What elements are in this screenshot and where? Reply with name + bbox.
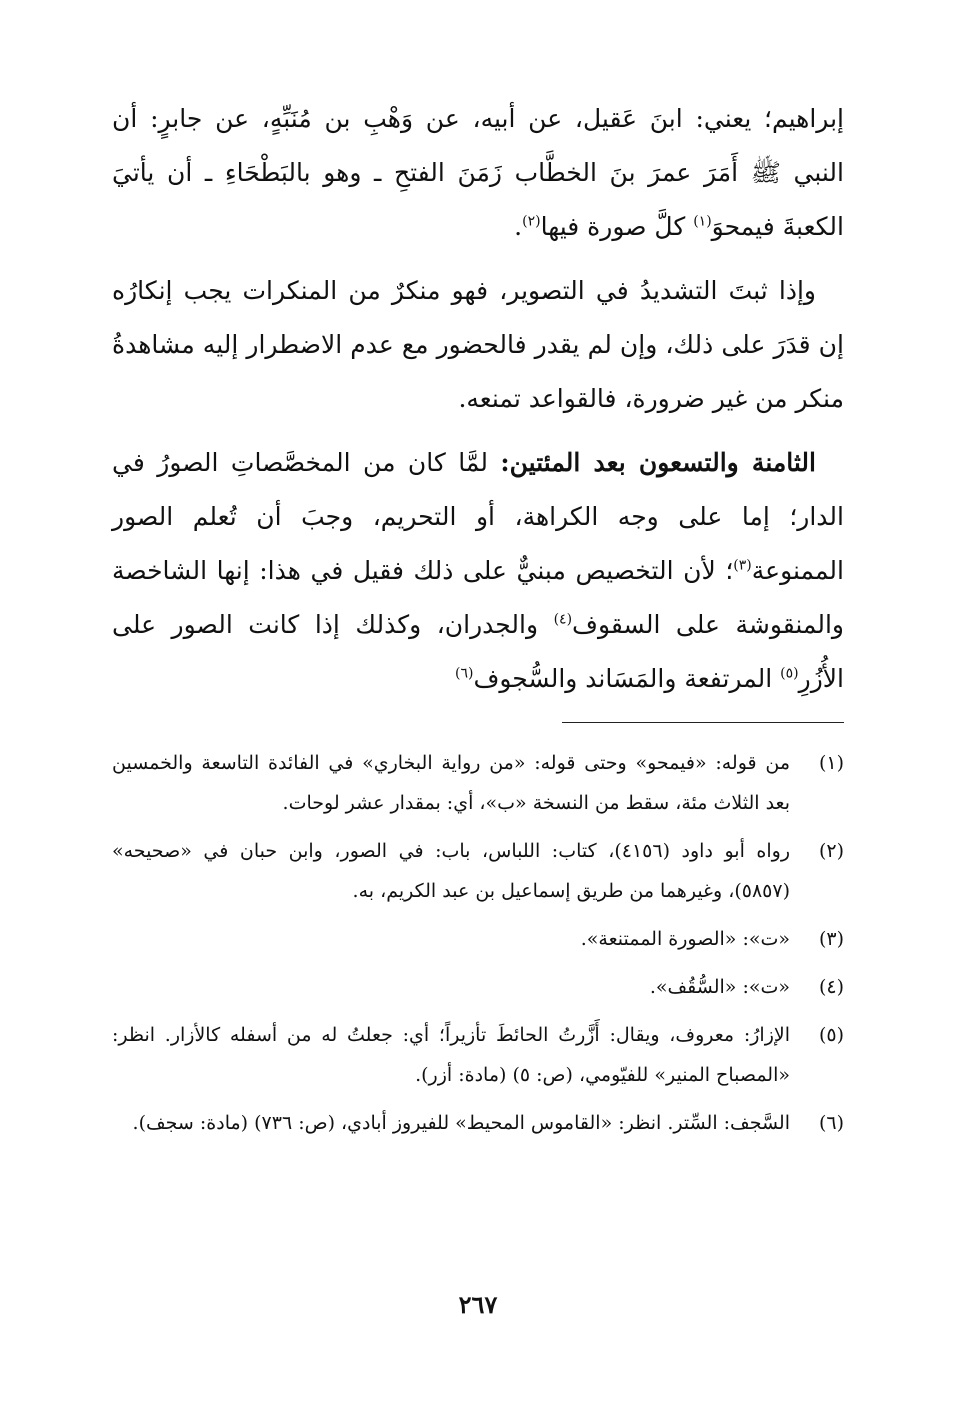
footnote-ref-2: (٢) — [522, 213, 541, 230]
footnote-number: (٣) — [818, 928, 844, 950]
footnote-ref-1: (١) — [693, 213, 712, 230]
footnote-number: (١) — [818, 752, 844, 774]
footnote-text: السَّجف: السِّتر. انظر: «القاموس المحيط» للفيروز أبادي، (ص: ٧٣٦) (مادة: سجف). — [132, 1112, 790, 1134]
main-text — [112, 92, 844, 706]
footnote-ref-4: (٤) — [553, 611, 573, 628]
footnote-text: الإزارُ: معروف، ويقال: أَزَّرتُ الحائطَ تأزيراً؛ أي: جعلتُ له من أسفله كالأزار. انظر: «المصباح المنير» للفيّومي، (ص: ٥) (مادة: أزر). — [112, 1024, 790, 1086]
footnotes-list — [112, 743, 844, 1143]
footnote-ref-6: (٦) — [454, 665, 474, 682]
footnote-text: «ت»: «السُّقُف». — [649, 976, 790, 998]
section-title: الثامنة والتسعون بعد المئتين: — [500, 448, 816, 477]
page-number: ٢٦٧ — [458, 1290, 498, 1319]
paragraph-1-text-a: إبراهيم؛ يعني: ابنَ عَقيل، عن أبيه، عن وَهْبِ بن مُنَبِّهٍ، عن جابرٍ: أن النبي ﷺ أَمَرَ عمرَ بنَ الخطَّاب زَمَنَ الفتحِ ـ وهو بالبَطْحَاءِ ـ أن يأتيَ الكعبةَ فيمحوَ — [112, 104, 844, 241]
paragraph-3-text-b: ؛ لأن التخصيص مبنيٌّ على ذلك فقيل في هذا: إنها الشاخصة والمنقوشة على السقوف — [112, 556, 845, 639]
paragraph-3-text-c: والجدران، وكذلك إذا كانت الصور على الأُزُرِ — [112, 610, 844, 693]
footnote-separator — [562, 722, 844, 723]
footnote-number: (٢) — [818, 840, 844, 862]
paragraph-section-298 — [112, 436, 844, 706]
footnote-text: رواه أبو داود (٤١٥٦)، كتاب: اللباس، باب: في الصور، وابن حبان في «صحيحه» (٥٨٥٧)، وغيرهما من طريق إسماعيل بن عبد الكريم، به. — [112, 840, 791, 902]
footnote-text: من قوله: «فيمحو» وحتى قوله: «من رواية البخاري» في الفائدة التاسعة والخمسين بعد الثلاث مئة، سقط من النسخة «ب»، أي: بمقدار عشر لوحات. — [112, 752, 790, 814]
footnote-5 — [112, 1015, 844, 1095]
paragraph-1-text-c: . — [514, 212, 523, 241]
footnote-ref-3: (٣) — [733, 557, 752, 574]
paragraph-ruling: وإذا ثبتَ التشديدُ في التصوير، فهو منكرٌ من المنكرات يجب إنكارُه إن قدَرَ على ذلك، وإن لم يقدر فالحضور مع عدم الاضطرار إليه مشاهدةُ منكر من غير ضرورة، فالقواعد تمنعه. — [112, 276, 844, 413]
document-page — [112, 92, 844, 1151]
footnote-number: (٤) — [818, 976, 844, 998]
footnote-ref-5: (٥) — [780, 665, 799, 682]
paragraph-3-text-d: المرتفعة والمَسَاند والسُّجوف — [473, 664, 781, 693]
footnote-text: «ت»: «الصورة الممتنعة». — [580, 928, 790, 950]
footnote-3 — [112, 919, 844, 959]
footnote-6 — [112, 1103, 844, 1143]
footnote-2 — [112, 831, 844, 911]
paragraph-3-text-a: لمَّا كان من المخصَّصاتِ الصورُ في الدار؛ إما على وجه الكراهة، أو التحريم، وجبَ أن تُعلم الصور الممنوعة — [112, 448, 844, 585]
footnote-number: (٥) — [818, 1024, 844, 1046]
footnote-4 — [112, 967, 844, 1007]
paragraph-hadith — [112, 92, 844, 254]
footnote-number: (٦) — [818, 1112, 844, 1134]
footnote-1 — [112, 743, 844, 823]
paragraph-1-text-b: كلَّ صورة فيها — [540, 212, 694, 241]
